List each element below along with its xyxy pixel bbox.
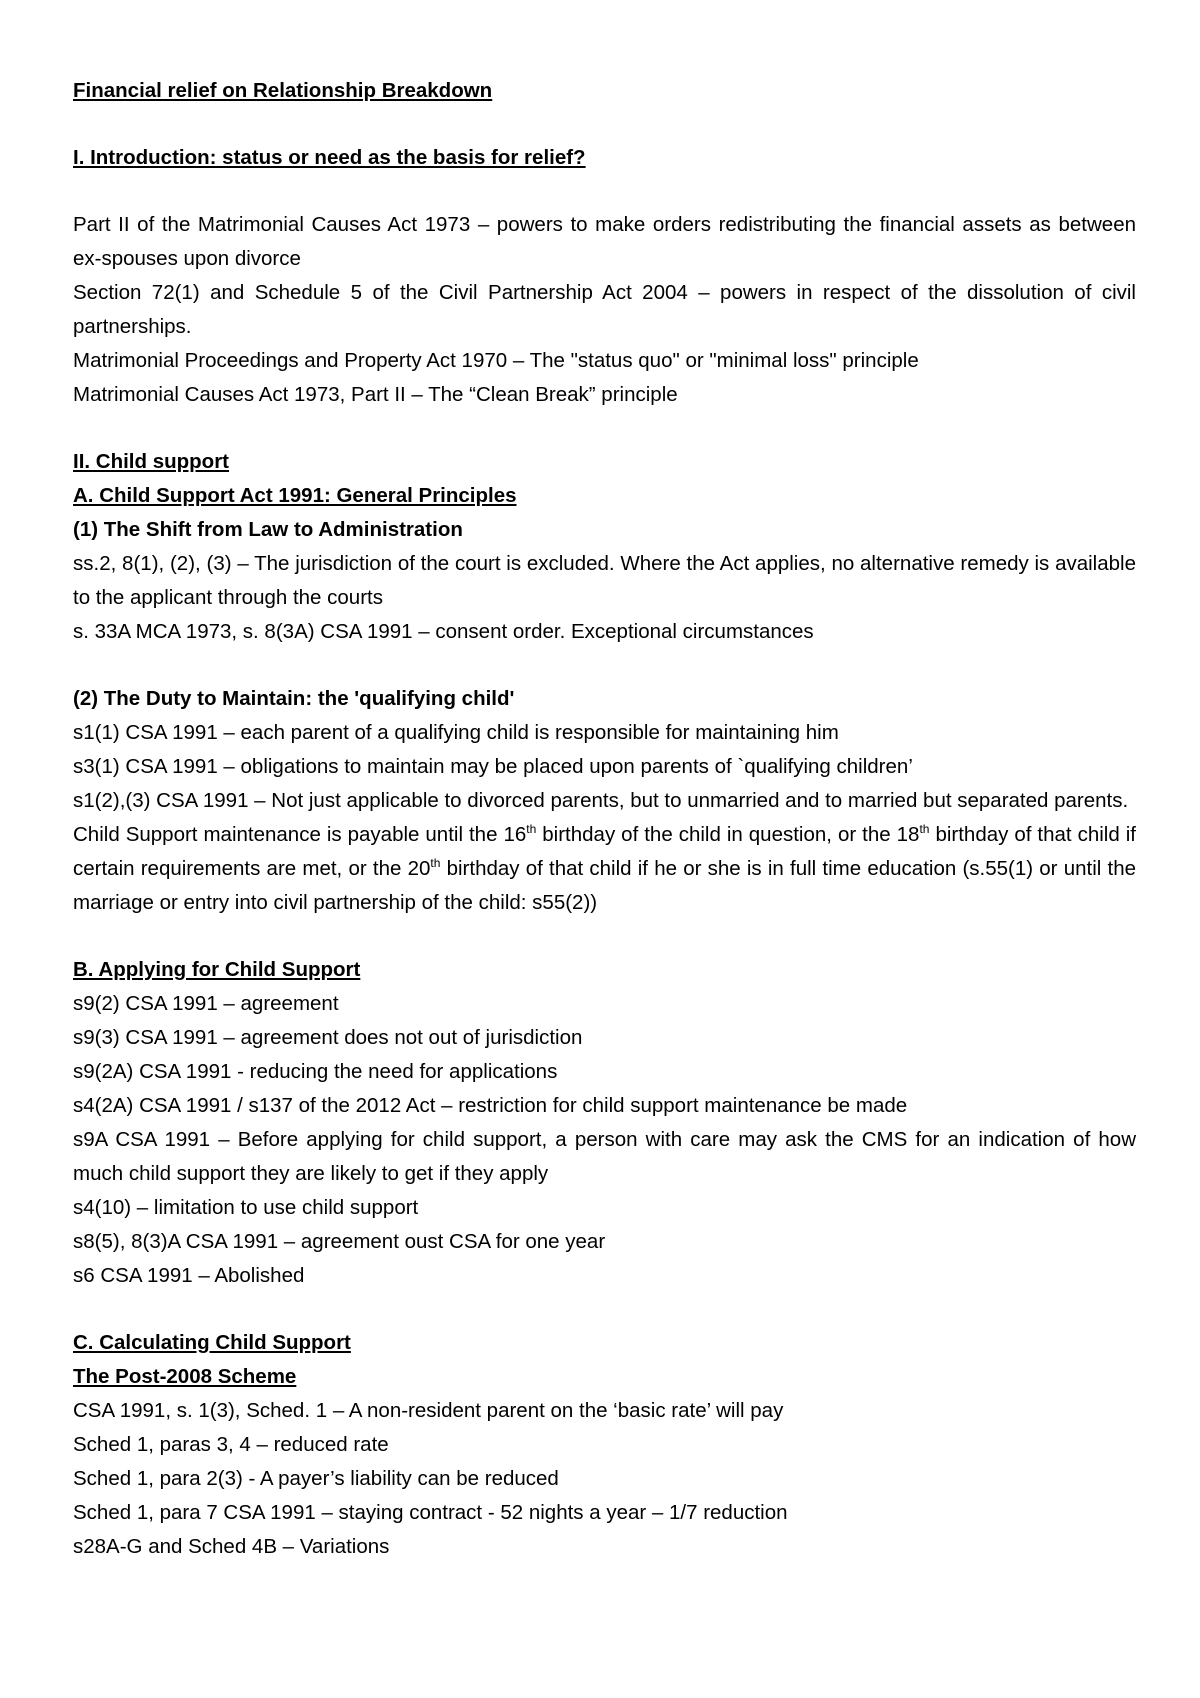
maintenance-text-3: birthday of that child if certain requirements are met, or the 20 (73, 823, 1136, 880)
shift-line-1: ss.2, 8(1), (2), (3) – The jurisdiction of the court is excluded. Where the Act applies, no alternative remedy is available to the applicant through the courts (73, 552, 1136, 609)
duty-line-3: s1(2),(3) CSA 1991 – Not just applicable to divorced parents, but to unmarried and to married but separated parents. (73, 789, 1129, 812)
applying-line-4: s4(2A) CSA 1991 / s137 of the 2012 Act – restriction for child support maintenance be made (73, 1094, 908, 1117)
spacer (73, 649, 1136, 682)
applying-line-2: s9(3) CSA 1991 – agreement does not out of jurisdiction (73, 1026, 583, 1049)
calculating-line-4: Sched 1, para 7 CSA 1991 – staying contract - 52 nights a year – 1/7 reduction (73, 1501, 788, 1524)
duty-line-2: s3(1) CSA 1991 – obligations to maintain may be placed upon parents of `qualifying children’ (73, 755, 913, 778)
applying-line-6: s4(10) – limitation to use child support (73, 1196, 419, 1219)
calculating-line-1: CSA 1991, s. 1(3), Sched. 1 – A non-resident parent on the ‘basic rate’ will pay (73, 1399, 784, 1422)
post-2008-heading: The Post-2008 Scheme (73, 1365, 297, 1388)
calculating-line-3: Sched 1, para 2(3) - A payer’s liability can be reduced (73, 1467, 559, 1490)
applying-line-8: s6 CSA 1991 – Abolished (73, 1264, 305, 1287)
shift-line-2: s. 33A MCA 1973, s. 8(3A) CSA 1991 – consent order. Exceptional circumstances (73, 620, 814, 643)
shift-heading: (1) The Shift from Law to Administration (73, 518, 463, 541)
intro-line-1: Part II of the Matrimonial Causes Act 1973 – powers to make orders redistributing the financial assets as between ex-spouses upon divorce (73, 213, 1136, 270)
calculating-line-2: Sched 1, paras 3, 4 – reduced rate (73, 1433, 389, 1456)
intro-line-2: Section 72(1) and Schedule 5 of the Civil Partnership Act 2004 – powers in respect of the dissolution of civil partnerships. (73, 281, 1136, 338)
spacer (73, 412, 1136, 445)
applying-heading: B. Applying for Child Support (73, 958, 361, 981)
intro-line-4: Matrimonial Causes Act 1973, Part II – The “Clean Break” principle (73, 383, 678, 406)
applying-line-7: s8(5), 8(3)A CSA 1991 – agreement oust CSA for one year (73, 1230, 606, 1253)
duty-line-1: s1(1) CSA 1991 – each parent of a qualifying child is responsible for maintaining him (73, 721, 839, 744)
calculating-heading: C. Calculating Child Support (73, 1331, 351, 1354)
document-title: Financial relief on Relationship Breakdown (73, 79, 493, 102)
applying-line-1: s9(2) CSA 1991 – agreement (73, 992, 339, 1015)
maintenance-text-4: birthday of that child if he or she is in full time education (s.55(1) or until the marriage or entry into civil partnership of the child: s55(2)) (73, 857, 1136, 914)
spacer (73, 1293, 1136, 1326)
maintenance-text-2: birthday of the child in question, or the 18 (536, 823, 920, 846)
spacer (73, 920, 1136, 953)
intro-line-3: Matrimonial Proceedings and Property Act 1970 – The "status quo" or "minimal loss" principle (73, 349, 919, 372)
ordinal-suffix: th (919, 822, 930, 837)
maintenance-paragraph (73, 818, 1136, 920)
spacer (73, 175, 1136, 208)
duty-heading: (2) The Duty to Maintain: the 'qualifying child' (73, 687, 515, 710)
spacer (73, 108, 1136, 141)
applying-line-5: s9A CSA 1991 – Before applying for child support, a person with care may ask the CMS for an indication of how much child support they are likely to get if they apply (73, 1128, 1136, 1185)
intro-heading: I. Introduction: status or need as the basis for relief? (73, 146, 586, 169)
ordinal-suffix: th (430, 856, 441, 871)
applying-line-3: s9(2A) CSA 1991 - reducing the need for applications (73, 1060, 558, 1083)
maintenance-text-1: Child Support maintenance is payable until the 16 (73, 823, 527, 846)
section-a-heading: A. Child Support Act 1991: General Principles (73, 484, 517, 507)
child-support-heading: II. Child support (73, 450, 230, 473)
ordinal-suffix: th (526, 822, 537, 837)
calculating-line-5: s28A-G and Sched 4B – Variations (73, 1535, 390, 1558)
